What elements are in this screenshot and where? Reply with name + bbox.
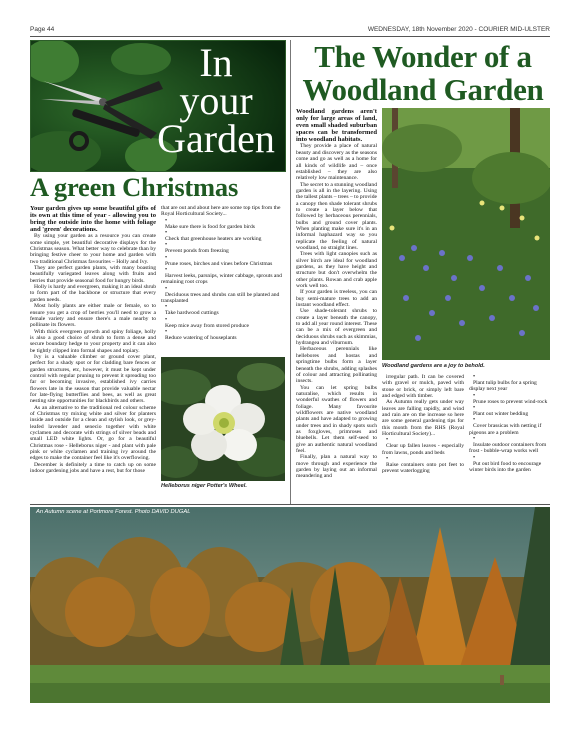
page-number: Page 44 (30, 26, 55, 33)
title-line: Woodland Garden (302, 72, 544, 107)
tip-item: Prune roses, birches and vines before Christmas (165, 260, 273, 267)
bullet-icon: • (386, 437, 389, 444)
tip-item: Clear up fallen leaves - especially from lawns, ponds and beds (382, 443, 464, 456)
tip-item: Cover brassicas with netting if pigeons are a problem (469, 423, 542, 436)
article2-paragraph: Trees with light canopies such as silver birch are ideal for woodland gardens, as they have height and structure but don't overwhelm the other plants. Rowan and crab apple work well too. (296, 251, 377, 290)
header-rule (30, 36, 550, 37)
article1-paragraph: With thick evergreen growth and spiny foliage, holly is also a good choice of shrub to form a dense and secure boundary hedge to your property and it can also be tightly clipped into formal shapes and topiary. (30, 328, 156, 354)
forest-photo-caption: An Autumn scene at Portmore Forest. Photo DAVID DUGAL (36, 509, 191, 515)
issue-date: WEDNESDAY, 18th November 2020 - COURIER MID-ULSTER (367, 26, 550, 33)
hellebore-photo (161, 357, 285, 481)
tip-item: Take hardwood cuttings (165, 310, 219, 317)
tip-item: Prevent ponds from freezing (165, 248, 229, 255)
article2-column-3 (469, 374, 550, 501)
bullet-icon: • (386, 456, 389, 463)
bullet-icon: • (165, 316, 168, 323)
woodland-caption: Woodland gardens are a joy to behold. (382, 363, 485, 369)
article2-paragraph: The secret to a stunning woodland garden is all in the layering. Using the tallest plants – trees – to provide a canopy then shade tolerant shrubs to create a layer below that followed by herbaceous perennials, bulbs and ground cover plants. When planting make sure it's in an informal haphazard way so you replicate the feeling of natural woodland, no straight lines. (296, 181, 377, 251)
tip-item: Deciduous trees and shrubs can still be planted and transplanted (161, 291, 280, 305)
bullet-icon: • (165, 254, 168, 261)
logo-line-in: In (199, 40, 233, 85)
article2-paragraph: As Autumn really gets under way leaves are falling rapidly, and wind and rain are on the increase so here are some general gardening tips for this month from the RHS (Royal Horticultural Society)... (382, 399, 464, 438)
hellebore-caption: Helleborus niger Potter's Wheel. (161, 483, 247, 489)
article1-paragraph: Most holly plants are either male or female, so to ensure you get a crop of berries you'll need to grow a female variety and ensure there's a male nearby to pollinate its flowers. (30, 303, 156, 329)
tip-item: Prune roses to prevent wind-rock (473, 398, 548, 405)
logo-text (150, 40, 282, 161)
article2-paragraph: Use shade-tolerant shrubs to create a layer beneath the canopy, to add all year round interest. These can be a mix of evergreen and deciduous shrubs such as skimmias, hydrangea and viburnum. (296, 308, 377, 347)
article1-paragraph: They are perfect garden plants, with many boasting beautifully variegated leaves along with fruits and berries that provide seasonal food for hungry birds. (30, 265, 156, 284)
logo-line-your: your (179, 78, 253, 123)
article-title-woodland-garden (296, 40, 550, 106)
bullet-icon: • (165, 329, 168, 336)
bullet-icon: • (473, 374, 476, 380)
article2-paragraph: They provide a place of natural beauty and discovery as the seasons come and go as well as a home for all kinds of wildlife and – once established – they are also relatively low maintenance. (296, 143, 377, 182)
article2-paragraph: You can let spring bulbs naturalise, which results in wonderful swathes of flowers and foliage. Many favourite wildflowers are native woodland plants and have adapted to growing under trees and in shady spots such as foxgloves, primroses and bluebells. Let them self-seed to give an authentic natural woodland feel. (296, 384, 377, 454)
article1-paragraph: December is definitely a time to catch up on some indoor gardening jobs and have a rest, but for those (30, 461, 156, 475)
woodland-photo (382, 108, 550, 360)
article1-paragraph: As an alternative to the traditional red colour scheme of Christmas try mixing white and silver for planters inside and outside for a clean and stylish look, or grey-leafed lavender and senecio together with white cyclamen and decorate with strings of silver beads and small LED white lights. Or, go for a beautiful Christmas rose - Helleborus niger - and plant with pale pink or white cyclamen and training ivy around the edges to make the container feel like it's overflowing. (30, 404, 156, 462)
article2-paragraph: Herbaceous perennials like hellebores and hostas and springtime bulbs form a layer beneath the shrubs, adding splashes of colour and attracting pollinating insects. (296, 346, 377, 385)
tip-item: Raise containers onto pot feet to prevent waterlogging (382, 462, 464, 475)
logo-line-garden: Garden (157, 116, 275, 161)
article1-tips-column (161, 205, 285, 355)
article1-tips-intro: that are out and about here are some top tips from the Royal Horticultural Society... (161, 205, 281, 218)
column-divider (290, 40, 291, 504)
bullet-icon: • (473, 454, 476, 461)
bottom-rule (30, 504, 550, 505)
article1-paragraph: By using your garden as a resource you can create some simple, yet beautiful decorative displays for the Christmas season. What better way to celebrate than by bringing festive cheer to your home and garden with two traditional Christmas favourites – Holly and Ivy. (30, 233, 156, 265)
tip-item: Keep mice away from stored produce (165, 322, 250, 329)
article-title-green-christmas: A green Christmas (30, 172, 239, 202)
article1-lead: Your garden gives up some beautiful gifts of its own at this time of year - allowing you to bring the outside into the home with foliage and 'green' decorations. (30, 205, 156, 234)
bullet-icon: • (165, 267, 168, 274)
article2-paragraph: Finally, plan a natural way to move through and experience the garden by laying out an informal meandering and (296, 454, 377, 480)
title-line: The Wonder of a (314, 39, 532, 74)
bullet-icon: • (165, 230, 168, 237)
tip-item: Check that greenhouse heaters are working (165, 236, 262, 243)
tip-item: Reduce watering of houseplants (165, 335, 237, 342)
tip-item: Plant tulip bulbs for a spring display next year (469, 380, 537, 393)
article1-paragraph: Ivy is a valuable climber or ground cover plant, perfect for a shady spot or for cladding bare fences or garden structures, etc, however, it must be kept under control with regular pruning to prevent it spreading too far or becoming invasive, established ivy carries flowers late in the season that provide valuable nectar for late-flying butterflies and bees, as well as great nesting site opportunities for blackbirds and others. (30, 353, 156, 405)
article2-paragraph: irregular path. It can be covered with gravel or mulch, paved with stone or brick, or simply left bare and edged with timber. (382, 374, 464, 400)
article2-column-2 (382, 374, 464, 501)
tip-item: Harvest leeks, parsnips, winter cabbage, sprouts and remaining root crops (161, 273, 282, 286)
hellebore-illustration (161, 357, 285, 481)
article2-lead: Woodland gardens aren't only for large areas of land, even small shaded suburban spaces can be transformed into woodland habitats. (296, 108, 377, 144)
article1-paragraph: Holly is hardy and evergreen, making it an ideal shrub to form part of the backbone or structure that every garden needs. (30, 284, 156, 303)
tip-item: Insulate outdoor containers from frost - bubble-wrap works well (469, 442, 547, 455)
article1-column-1 (30, 205, 156, 502)
bullet-icon: • (165, 242, 168, 249)
bullet-icon: • (473, 392, 476, 399)
bullet-icon: • (165, 217, 168, 224)
article2-paragraph: If your garden is treeless, you can buy semi-mature trees to add an instant woodland effect. (296, 289, 377, 309)
tip-item: Put out bird food to encourage winter birds into the garden (469, 460, 542, 474)
forest-illustration (30, 507, 550, 703)
bullet-icon: • (473, 417, 476, 424)
tip-item: Plant out winter bedding (473, 411, 529, 418)
tip-item: Make sure there is food for garden birds (165, 223, 255, 230)
article2-column-1 (296, 108, 377, 501)
autumn-forest-photo (30, 507, 550, 703)
bullet-icon: • (165, 285, 168, 292)
bullet-icon: • (165, 304, 168, 311)
bullet-icon: • (473, 405, 476, 412)
bullet-icon: • (473, 436, 476, 443)
woodland-illustration (382, 108, 550, 360)
